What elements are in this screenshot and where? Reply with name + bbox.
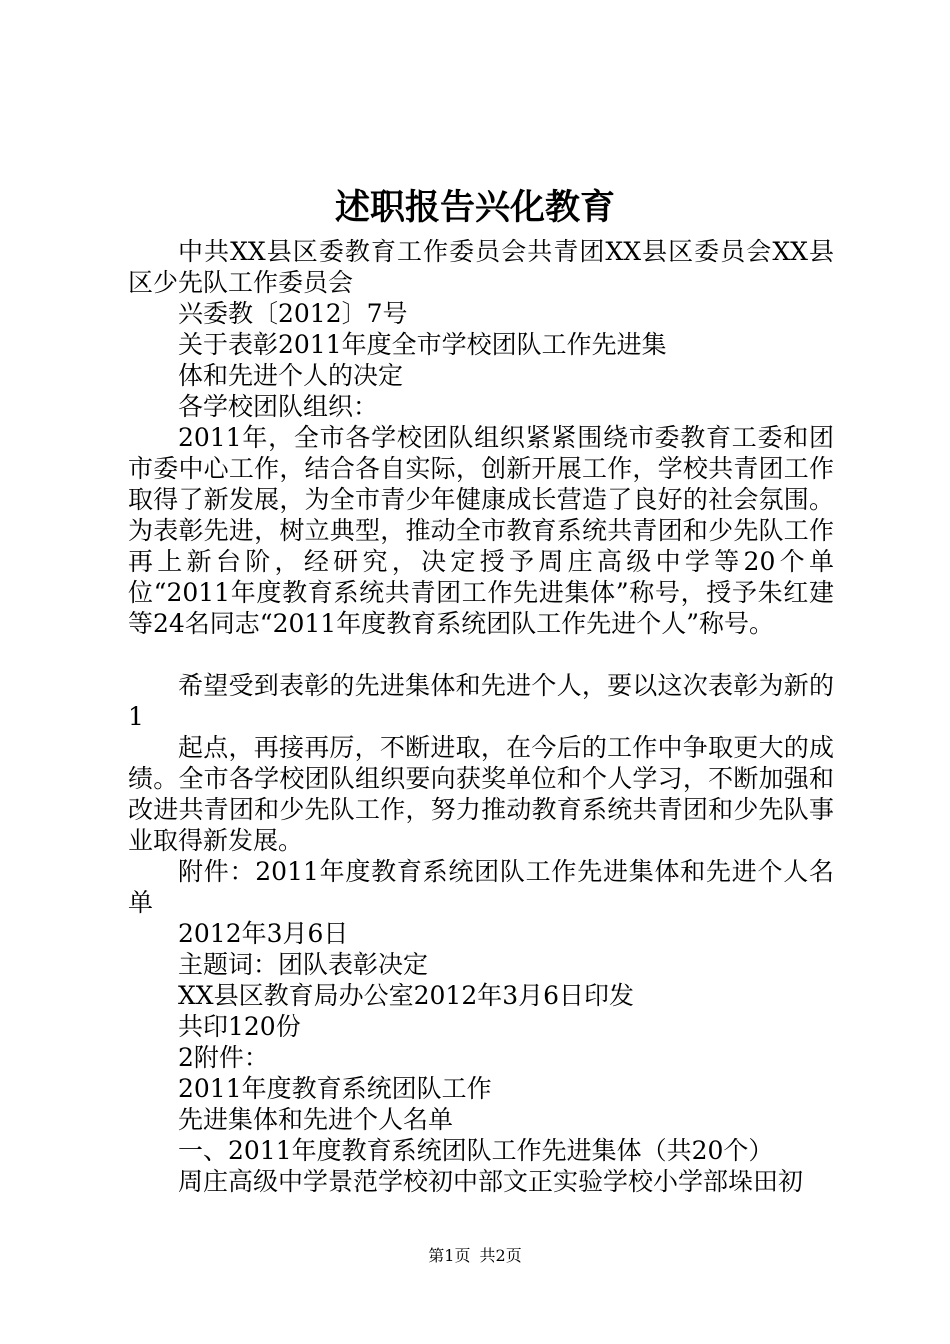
attachment-note: 附件：2011年度教育系统团队工作先进集体和先进个人名单 xyxy=(128,857,834,917)
document-body xyxy=(128,236,834,1197)
copies: 共印120份 xyxy=(178,1012,301,1041)
paragraph-gap xyxy=(128,639,834,670)
page-total: 共2页 xyxy=(479,1246,522,1265)
printed-by: XX县区教育局办公室2012年3月6日印发 xyxy=(178,981,635,1010)
schools-line: 周庄高级中学景范学校初中部文正实验学校小学部垛田初 xyxy=(178,1167,804,1196)
issuers-line: 中共XX县区委教育工作委员会共青团XX县区委员会XX县区少先队工作委员会 xyxy=(128,237,834,297)
document-title: 述职报告兴化教育 xyxy=(334,187,615,228)
attachment-label: 2附件： xyxy=(178,1043,269,1072)
page-number: 第1页 xyxy=(428,1246,471,1265)
doc-number: 兴委教〔2012〕7号 xyxy=(178,299,408,328)
addressee: 各学校团队组织： xyxy=(178,392,379,421)
heading-line-2: 体和先进个人的决定 xyxy=(178,361,404,390)
heading-line-1: 关于表彰2011年度全市学校团队工作先进集 xyxy=(178,330,667,359)
page-footer xyxy=(0,1243,950,1266)
document-date: 2012年3月6日 xyxy=(178,919,349,948)
paragraph-1: 2011年，全市各学校团队组织紧紧围绕市委教育工委和团市委中心工作，结合各自实际，创新开展工作，学校共青团工作取得了新发展，为全市青少年健康成长营造了良好的社会氛围。为表彰先进，树立典型，推动全市教育系统共青团和少先队工作再上新台阶，经研究，决定授予周庄高级中学等20个单位“2011年度教育系统共青团工作先进集体”称号，授予朱红建等24名同志“2011年度教育系统团队工作先进个人”称号。 xyxy=(128,423,834,638)
paragraph-3: 起点，再接再厉，不断进取，在今后的工作中争取更大的成绩。全市各学校团队组织要向获奖单位和个人学习，不断加强和改进共青团和少先队工作，努力推动教育系统共青团和少先队事业取得新发展。 xyxy=(128,733,834,855)
section-1-heading: 一、2011年度教育系统团队工作先进集体（共20个） xyxy=(178,1136,774,1165)
subject-words: 主题词：团队表彰决定 xyxy=(178,950,429,979)
list-title-1: 2011年度教育系统团队工作 xyxy=(178,1074,492,1103)
list-title-2: 先进集体和先进个人名单 xyxy=(178,1105,454,1134)
paragraph-2: 希望受到表彰的先进集体和先进个人，要以这次表彰为新的1 xyxy=(128,671,834,731)
